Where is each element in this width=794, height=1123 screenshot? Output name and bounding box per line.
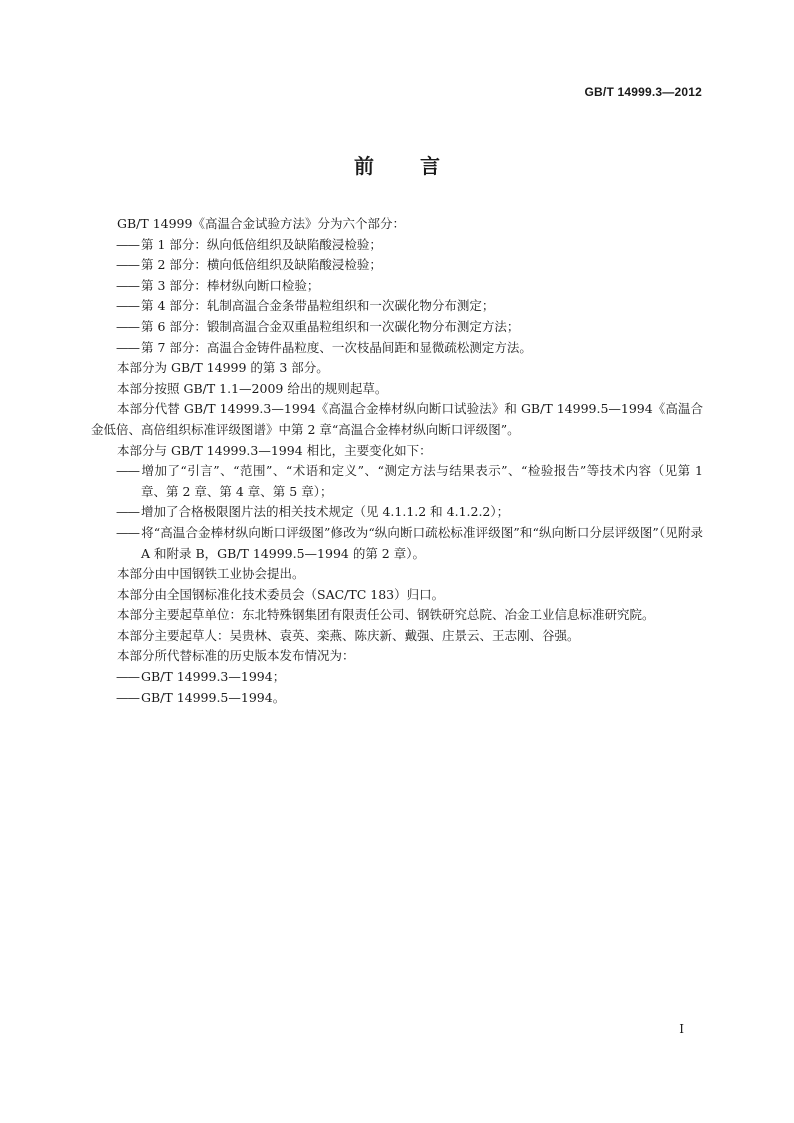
paragraph: 本部分代替 GB/T 14999.3—1994《高温合金棒材纵向断口试验法》和 GB/T 14999.5—1994《高温合金低倍、高倍组织标准评级图谱》中第 2 章“高温合金棒材纵向断口评级图”。	[91, 401, 703, 437]
paragraph: 本部分所代替标准的历史版本发布情况为：	[117, 648, 355, 664]
dash-marker: ——	[116, 463, 139, 479]
foreword-body	[91, 214, 703, 708]
dash-marker: ——	[116, 318, 139, 334]
list-item-text: 第 4 部分：轧制高温合金条带晶粒组织和一次碳化物分布测定；	[141, 298, 495, 314]
list-item	[91, 235, 703, 256]
list-item-text: GB/T 14999.3—1994；	[141, 669, 286, 685]
paragraph: 本部分由中国钢铁工业协会提出。	[117, 566, 305, 582]
list-item-text: 第 1 部分：纵向低倍组织及缺陷酸浸检验；	[141, 236, 382, 252]
list-item	[91, 461, 703, 502]
list-item-text: GB/T 14999.5—1994。	[141, 689, 286, 705]
list-item-text: 增加了合格极限图片法的相关技术规定（见 4.1.1.2 和 4.1.2.2）；	[141, 504, 510, 520]
list-item	[91, 688, 703, 709]
list-item	[91, 317, 703, 338]
dash-marker: ——	[116, 524, 139, 540]
list-item	[91, 667, 703, 688]
list-item	[91, 296, 703, 317]
dash-marker: ——	[116, 277, 139, 293]
standard-code: GB/T 14999.3—2012	[584, 85, 702, 99]
list-item-text: 第 7 部分：高温合金铸件晶粒度、一次枝晶间距和显微疏松测定方法。	[141, 339, 532, 355]
list-item	[91, 502, 703, 523]
list-item	[91, 255, 703, 276]
paragraph: 本部分与 GB/T 14999.3—1994 相比，主要变化如下：	[117, 442, 432, 458]
page-number: I	[679, 1022, 684, 1036]
paragraph: 本部分为 GB/T 14999 的第 3 部分。	[117, 360, 329, 376]
paragraph: 本部分由全国钢标准化技术委员会（SAC/TC 183）归口。	[117, 586, 445, 602]
intro-paragraph: GB/T 14999《高温合金试验方法》分为六个部分：	[117, 216, 405, 231]
paragraph: 本部分主要起草人：吴贵林、袁英、栾燕、陈庆新、戴强、庄景云、王志刚、谷强。	[117, 627, 580, 643]
list-item	[91, 276, 703, 297]
dash-marker: ——	[116, 257, 139, 273]
dash-marker: ——	[116, 504, 139, 520]
paragraph: 本部分主要起草单位：东北特殊钢集团有限责任公司、钢铁研究总院、冶金工业信息标准研究院。	[117, 607, 655, 623]
dash-marker: ——	[116, 339, 139, 355]
list-item	[91, 338, 703, 359]
dash-marker: ——	[116, 669, 139, 685]
dash-marker: ——	[116, 236, 139, 252]
dash-marker: ——	[116, 689, 139, 705]
list-item-text: 第 6 部分：锻制高温合金双重晶粒组织和一次碳化物分布测定方法；	[141, 318, 520, 334]
list-item-text: 增加了“引言”、“范围”、“术语和定义”、“测定方法与结果表示”、“检验报告”等技术内容（见第 1 章、第 2 章、第 4 章、第 5 章）；	[141, 463, 703, 499]
list-item-text: 第 2 部分：横向低倍组织及缺陷酸浸检验；	[141, 257, 382, 273]
paragraph: 本部分按照 GB/T 1.1—2009 给出的规则起草。	[117, 380, 388, 396]
list-item-text: 将“高温合金棒材纵向断口评级图”修改为“纵向断口疏松标准评级图”和“纵向断口分层评级图”（见附录 A 和附录 B，GB/T 14999.5—1994 的第 2 章）。	[141, 524, 703, 561]
page-title: 前言	[354, 154, 486, 178]
list-item-text: 第 3 部分：棒材纵向断口检验；	[141, 277, 320, 293]
dash-marker: ——	[116, 298, 139, 314]
list-item	[91, 523, 703, 564]
